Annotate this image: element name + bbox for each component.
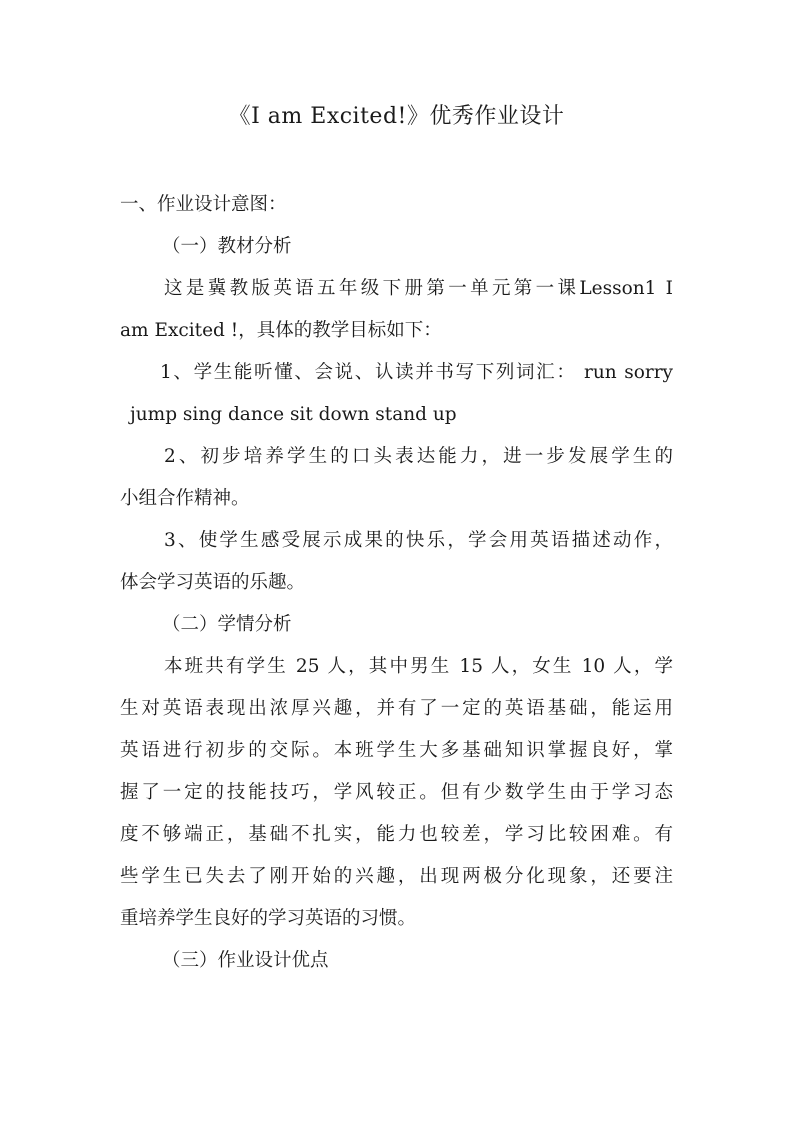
paragraph-line: 些学生已失去了刚开始的兴趣，出现两极分化现象，还要注 bbox=[120, 866, 673, 887]
objective-item-2: 2、初步培养学生的口头表达能力，进一步发展学生的 bbox=[164, 446, 673, 467]
paragraph-line: 英语进行初步的交际。本班学生大多基础知识掌握良好，掌 bbox=[120, 740, 673, 761]
document-title: 《I am Excited!》优秀作业设计 bbox=[228, 104, 565, 129]
objective-item-1: 1、学生能听懂、会说、认读并书写下列词汇： run sorry bbox=[160, 362, 673, 383]
paragraph-line: 体会学习英语的乐趣。 bbox=[120, 572, 306, 593]
paragraph-line: 握了一定的技能技巧，学风较正。但有少数学生由于学习态 bbox=[120, 782, 673, 803]
paragraph-line: am Excited !，具体的教学目标如下： bbox=[120, 320, 442, 341]
paragraph-line: 度不够端正，基础不扎实，能力也较差，学习比较困难。有 bbox=[120, 824, 673, 845]
paragraph-line: 小组合作精神。 bbox=[120, 488, 250, 509]
objective-item-3: 3、使学生感受展示成果的快乐，学会用英语描述动作， bbox=[164, 530, 673, 551]
paragraph-line: 这是冀教版英语五年级下册第一单元第一课Lesson1 I bbox=[164, 278, 673, 299]
paragraph-line: 重培养学生良好的学习英语的习惯。 bbox=[120, 908, 417, 929]
section-heading-design-intent: 一、作业设计意图： bbox=[120, 194, 287, 215]
document-body bbox=[120, 184, 673, 982]
subsection-heading-textbook-analysis: （一）教材分析 bbox=[162, 236, 292, 257]
subsection-heading-design-advantages: （三）作业设计优点 bbox=[162, 950, 329, 971]
paragraph-line: 本班共有学生 25 人，其中男生 15 人，女生 10 人，学 bbox=[164, 656, 673, 677]
subsection-heading-student-analysis: （二）学情分析 bbox=[162, 614, 292, 635]
vocabulary-line: jump sing dance sit down stand up bbox=[130, 404, 457, 425]
paragraph-line: 生对英语表现出浓厚兴趣，并有了一定的英语基础，能运用 bbox=[120, 698, 673, 719]
